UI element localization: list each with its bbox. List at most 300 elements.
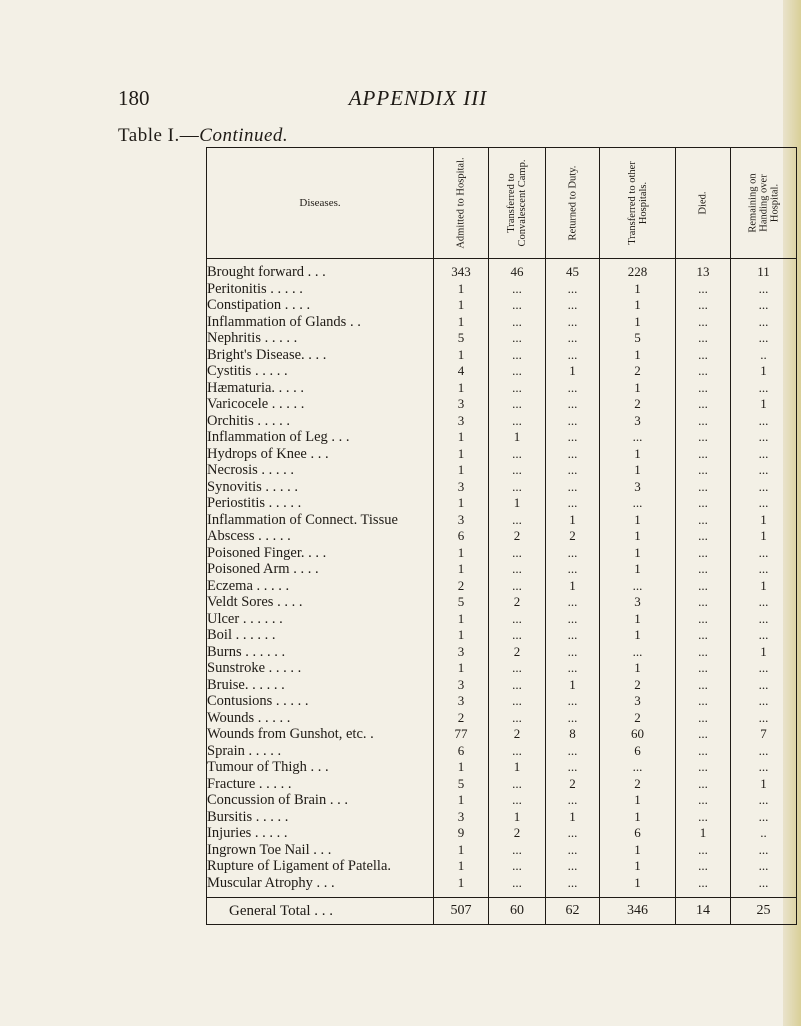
cell-died: ...	[676, 611, 731, 628]
cell-died: ...	[676, 561, 731, 578]
cell-remaining: ...	[731, 611, 797, 628]
cell-remaining: ..	[731, 825, 797, 842]
cell-admitted: 1	[434, 627, 489, 644]
cell-returned: ...	[546, 611, 600, 628]
disease-name: Veldt Sores . . . .	[207, 594, 434, 611]
table-title-continued: Continued.	[199, 125, 289, 146]
cell-convalescent: 1	[489, 429, 546, 446]
cell-admitted: 1	[434, 561, 489, 578]
cell-admitted: 1	[434, 875, 489, 898]
table-title	[118, 125, 288, 147]
cell-remaining: ...	[731, 545, 797, 562]
table-row	[207, 512, 797, 529]
table-row	[207, 677, 797, 694]
disease-name: Brought forward . . .	[207, 259, 434, 281]
cell-died: ...	[676, 743, 731, 760]
cell-remaining: ...	[731, 429, 797, 446]
cell-died: ...	[676, 858, 731, 875]
cell-transferred: 1	[600, 347, 676, 364]
disease-name: Hydrops of Knee . . .	[207, 446, 434, 463]
cell-transferred: 1	[600, 281, 676, 298]
cell-returned: ...	[546, 429, 600, 446]
table-row	[207, 792, 797, 809]
table-row	[207, 825, 797, 842]
total-transferred: 346	[600, 898, 676, 925]
cell-returned: ...	[546, 281, 600, 298]
cell-remaining: 1	[731, 512, 797, 529]
cell-died: ...	[676, 446, 731, 463]
cell-transferred: ...	[600, 429, 676, 446]
table-row	[207, 578, 797, 595]
cell-remaining: 1	[731, 528, 797, 545]
cell-returned: ...	[546, 545, 600, 562]
disease-name: Constipation . . . .	[207, 297, 434, 314]
cell-convalescent: ...	[489, 611, 546, 628]
table-row	[207, 842, 797, 859]
disease-name: Boil . . . . . .	[207, 627, 434, 644]
cell-transferred: 1	[600, 611, 676, 628]
column-header-admitted: Admitted to Hospital.	[434, 148, 489, 259]
cell-transferred: 3	[600, 693, 676, 710]
cell-convalescent: ...	[489, 330, 546, 347]
cell-died: ...	[676, 776, 731, 793]
cell-convalescent: ...	[489, 363, 546, 380]
disease-name: Abscess . . . . .	[207, 528, 434, 545]
cell-transferred: 1	[600, 875, 676, 898]
total-returned: 62	[546, 898, 600, 925]
cell-convalescent: ...	[489, 660, 546, 677]
cell-returned: ...	[546, 644, 600, 661]
table-row	[207, 660, 797, 677]
table-row	[207, 380, 797, 397]
cell-convalescent: ...	[489, 743, 546, 760]
cell-returned: 1	[546, 578, 600, 595]
cell-remaining: ...	[731, 792, 797, 809]
cell-convalescent: 1	[489, 809, 546, 826]
cell-died: ...	[676, 429, 731, 446]
cell-died: ...	[676, 809, 731, 826]
cell-remaining: 1	[731, 776, 797, 793]
cell-convalescent: 46	[489, 259, 546, 281]
disease-name: Injuries . . . . .	[207, 825, 434, 842]
cell-admitted: 4	[434, 363, 489, 380]
cell-convalescent: ...	[489, 380, 546, 397]
cell-remaining: ..	[731, 347, 797, 364]
cell-admitted: 2	[434, 578, 489, 595]
cell-returned: ...	[546, 347, 600, 364]
cell-admitted: 3	[434, 479, 489, 496]
total-row	[207, 898, 797, 925]
disease-name: Sunstroke . . . . .	[207, 660, 434, 677]
cell-transferred: ...	[600, 578, 676, 595]
column-header-died: Died.	[676, 148, 731, 259]
cell-convalescent: 1	[489, 495, 546, 512]
disease-name: Orchitis . . . . .	[207, 413, 434, 430]
cell-admitted: 1	[434, 347, 489, 364]
table-row	[207, 561, 797, 578]
disease-name: Tumour of Thigh . . .	[207, 759, 434, 776]
cell-convalescent: ...	[489, 512, 546, 529]
cell-died: ...	[676, 693, 731, 710]
cell-transferred: 1	[600, 462, 676, 479]
cell-convalescent: ...	[489, 561, 546, 578]
cell-remaining: ...	[731, 677, 797, 694]
table-row	[207, 446, 797, 463]
cell-remaining: 7	[731, 726, 797, 743]
cell-returned: ...	[546, 710, 600, 727]
cell-died: ...	[676, 545, 731, 562]
table-row	[207, 314, 797, 331]
cell-died: ...	[676, 677, 731, 694]
cell-remaining: ...	[731, 561, 797, 578]
cell-admitted: 3	[434, 644, 489, 661]
table-row	[207, 743, 797, 760]
cell-convalescent: ...	[489, 858, 546, 875]
cell-remaining: 11	[731, 259, 797, 281]
cell-admitted: 1	[434, 495, 489, 512]
disease-name: Periostitis . . . . .	[207, 495, 434, 512]
table-row	[207, 644, 797, 661]
disease-name: Ulcer . . . . . .	[207, 611, 434, 628]
cell-convalescent: ...	[489, 479, 546, 496]
table-row	[207, 693, 797, 710]
cell-died: ...	[676, 462, 731, 479]
cell-returned: ...	[546, 792, 600, 809]
table-row	[207, 479, 797, 496]
cell-returned: ...	[546, 594, 600, 611]
cell-convalescent: ...	[489, 314, 546, 331]
cell-died: ...	[676, 710, 731, 727]
cell-returned: ...	[546, 396, 600, 413]
cell-returned: 1	[546, 677, 600, 694]
cell-transferred: ...	[600, 759, 676, 776]
cell-admitted: 5	[434, 594, 489, 611]
disease-name: Wounds from Gunshot, etc. .	[207, 726, 434, 743]
cell-returned: ...	[546, 660, 600, 677]
disease-name: Necrosis . . . . .	[207, 462, 434, 479]
header-row	[207, 148, 797, 259]
cell-remaining: ...	[731, 495, 797, 512]
total-convalescent: 60	[489, 898, 546, 925]
cell-returned: ...	[546, 330, 600, 347]
cell-convalescent: ...	[489, 693, 546, 710]
cell-remaining: ...	[731, 314, 797, 331]
disease-name: Burns . . . . . .	[207, 644, 434, 661]
cell-died: ...	[676, 726, 731, 743]
cell-admitted: 1	[434, 759, 489, 776]
cell-remaining: 1	[731, 363, 797, 380]
cell-admitted: 3	[434, 396, 489, 413]
cell-died: ...	[676, 792, 731, 809]
cell-remaining: ...	[731, 693, 797, 710]
cell-remaining: ...	[731, 297, 797, 314]
disease-name: Inflammation of Leg . . .	[207, 429, 434, 446]
table-row	[207, 809, 797, 826]
cell-convalescent: 1	[489, 759, 546, 776]
cell-admitted: 1	[434, 380, 489, 397]
cell-transferred: 1	[600, 512, 676, 529]
total-remaining: 25	[731, 898, 797, 925]
cell-returned: ...	[546, 479, 600, 496]
cell-remaining: ...	[731, 743, 797, 760]
cell-transferred: 2	[600, 776, 676, 793]
total-label: General Total . . .	[207, 898, 434, 925]
cell-transferred: 1	[600, 809, 676, 826]
cell-died: 1	[676, 825, 731, 842]
cell-admitted: 1	[434, 314, 489, 331]
column-header-returned: Returned to Duty.	[546, 148, 600, 259]
table-row	[207, 330, 797, 347]
cell-remaining: ...	[731, 446, 797, 463]
cell-transferred: 1	[600, 842, 676, 859]
cell-convalescent: ...	[489, 281, 546, 298]
cell-convalescent: ...	[489, 347, 546, 364]
disease-name: Concussion of Brain . . .	[207, 792, 434, 809]
cell-transferred: 5	[600, 330, 676, 347]
cell-transferred: 3	[600, 594, 676, 611]
cell-remaining: ...	[731, 413, 797, 430]
cell-convalescent: ...	[489, 446, 546, 463]
cell-convalescent: ...	[489, 545, 546, 562]
cell-admitted: 5	[434, 776, 489, 793]
cell-returned: 2	[546, 776, 600, 793]
cell-convalescent: ...	[489, 627, 546, 644]
cell-transferred: 2	[600, 363, 676, 380]
cell-transferred: 3	[600, 479, 676, 496]
cell-transferred: 1	[600, 627, 676, 644]
cell-died: ...	[676, 759, 731, 776]
disease-name: Wounds . . . . .	[207, 710, 434, 727]
disease-name: Nephritis . . . . .	[207, 330, 434, 347]
cell-transferred: 1	[600, 858, 676, 875]
table-row	[207, 528, 797, 545]
cell-admitted: 1	[434, 660, 489, 677]
cell-returned: ...	[546, 842, 600, 859]
cell-convalescent: 2	[489, 726, 546, 743]
disease-name: Ingrown Toe Nail . . .	[207, 842, 434, 859]
table-row	[207, 429, 797, 446]
cell-died: ...	[676, 594, 731, 611]
cell-convalescent: ...	[489, 578, 546, 595]
cell-returned: 1	[546, 512, 600, 529]
table-row	[207, 776, 797, 793]
cell-returned: 1	[546, 809, 600, 826]
table-row	[207, 627, 797, 644]
table-row	[207, 545, 797, 562]
cell-died: ...	[676, 363, 731, 380]
disease-name: Varicocele . . . . .	[207, 396, 434, 413]
cell-admitted: 343	[434, 259, 489, 281]
cell-remaining: 1	[731, 578, 797, 595]
cell-convalescent: 2	[489, 594, 546, 611]
cell-remaining: 1	[731, 644, 797, 661]
cell-transferred: 60	[600, 726, 676, 743]
column-header-remaining: Remaining on Handing over Hospital.	[731, 148, 797, 259]
table-row	[207, 875, 797, 898]
cell-returned: ...	[546, 495, 600, 512]
cell-admitted: 1	[434, 545, 489, 562]
cell-transferred: 2	[600, 677, 676, 694]
cell-remaining: ...	[731, 330, 797, 347]
cell-died: ...	[676, 347, 731, 364]
cell-remaining: ...	[731, 858, 797, 875]
cell-returned: ...	[546, 743, 600, 760]
table-row	[207, 611, 797, 628]
cell-admitted: 3	[434, 512, 489, 529]
disease-name: Fracture . . . . .	[207, 776, 434, 793]
cell-returned: ...	[546, 875, 600, 898]
disease-name: Cystitis . . . . .	[207, 363, 434, 380]
cell-admitted: 77	[434, 726, 489, 743]
cell-convalescent: ...	[489, 396, 546, 413]
cell-remaining: ...	[731, 809, 797, 826]
cell-admitted: 1	[434, 858, 489, 875]
cell-died: ...	[676, 660, 731, 677]
cell-returned: 8	[546, 726, 600, 743]
table-row	[207, 297, 797, 314]
cell-admitted: 3	[434, 413, 489, 430]
cell-returned: ...	[546, 825, 600, 842]
cell-admitted: 1	[434, 297, 489, 314]
table-title-label: Table I.—	[118, 125, 200, 146]
cell-died: ...	[676, 380, 731, 397]
cell-died: ...	[676, 495, 731, 512]
cell-remaining: ...	[731, 380, 797, 397]
cell-died: ...	[676, 297, 731, 314]
disease-name: Hæmaturia. . . . .	[207, 380, 434, 397]
cell-remaining: ...	[731, 875, 797, 898]
disease-name: Rupture of Ligament of Patella.	[207, 858, 434, 875]
cell-remaining: ...	[731, 281, 797, 298]
disease-name: Muscular Atrophy . . .	[207, 875, 434, 898]
disease-name: Eczema . . . . .	[207, 578, 434, 595]
table-row	[207, 495, 797, 512]
cell-transferred: 1	[600, 297, 676, 314]
cell-convalescent: 2	[489, 644, 546, 661]
cell-returned: 1	[546, 363, 600, 380]
cell-transferred: 228	[600, 259, 676, 281]
table-body	[207, 259, 797, 898]
cell-died: ...	[676, 396, 731, 413]
cell-admitted: 5	[434, 330, 489, 347]
table-row	[207, 396, 797, 413]
disease-name: Bright's Disease. . . .	[207, 347, 434, 364]
cell-remaining: ...	[731, 462, 797, 479]
table-row	[207, 462, 797, 479]
cell-transferred: 1	[600, 561, 676, 578]
cell-admitted: 3	[434, 693, 489, 710]
table-row	[207, 413, 797, 430]
cell-died: ...	[676, 479, 731, 496]
disease-name: Inflammation of Connect. Tissue	[207, 512, 434, 529]
cell-admitted: 1	[434, 462, 489, 479]
cell-remaining: ...	[731, 660, 797, 677]
cell-admitted: 1	[434, 792, 489, 809]
cell-convalescent: ...	[489, 875, 546, 898]
disease-name: Synovitis . . . . .	[207, 479, 434, 496]
cell-died: ...	[676, 644, 731, 661]
cell-transferred: 1	[600, 314, 676, 331]
cell-transferred: ...	[600, 495, 676, 512]
cell-transferred: 1	[600, 660, 676, 677]
table-row	[207, 710, 797, 727]
page-header	[118, 86, 718, 116]
cell-returned: ...	[546, 446, 600, 463]
cell-died: ...	[676, 528, 731, 545]
disease-name: Contusions . . . . .	[207, 693, 434, 710]
column-header-convalescent: Transferred to Convalescent Camp.	[489, 148, 546, 259]
cell-admitted: 3	[434, 809, 489, 826]
cell-convalescent: ...	[489, 792, 546, 809]
table-row	[207, 726, 797, 743]
cell-returned: ...	[546, 759, 600, 776]
cell-convalescent: 2	[489, 528, 546, 545]
column-header-diseases: Diseases.	[207, 148, 434, 259]
disease-name: Sprain . . . . .	[207, 743, 434, 760]
table-row	[207, 347, 797, 364]
cell-admitted: 1	[434, 429, 489, 446]
cell-transferred: 6	[600, 743, 676, 760]
cell-convalescent: ...	[489, 677, 546, 694]
table-row	[207, 858, 797, 875]
cell-remaining: ...	[731, 479, 797, 496]
table-row	[207, 759, 797, 776]
disease-name: Peritonitis . . . . .	[207, 281, 434, 298]
total-admitted: 507	[434, 898, 489, 925]
cell-transferred: 1	[600, 545, 676, 562]
cell-returned: ...	[546, 627, 600, 644]
cell-returned: ...	[546, 858, 600, 875]
cell-admitted: 1	[434, 446, 489, 463]
table-row	[207, 594, 797, 611]
table-row	[207, 259, 797, 281]
disease-name: Poisoned Finger. . . .	[207, 545, 434, 562]
cell-admitted: 1	[434, 842, 489, 859]
cell-returned: ...	[546, 693, 600, 710]
cell-remaining: ...	[731, 594, 797, 611]
cell-convalescent: ...	[489, 413, 546, 430]
disease-name: Poisoned Arm . . . .	[207, 561, 434, 578]
cell-died: ...	[676, 314, 731, 331]
cell-admitted: 1	[434, 611, 489, 628]
cell-transferred: 2	[600, 396, 676, 413]
running-head: APPENDIX III	[348, 86, 488, 110]
cell-admitted: 6	[434, 528, 489, 545]
cell-died: 13	[676, 259, 731, 281]
cell-admitted: 3	[434, 677, 489, 694]
cell-died: ...	[676, 413, 731, 430]
cell-transferred: 2	[600, 710, 676, 727]
diseases-table	[206, 147, 797, 925]
cell-convalescent: ...	[489, 842, 546, 859]
column-header-transferred: Transferred to other Hospitals.	[600, 148, 676, 259]
cell-returned: 45	[546, 259, 600, 281]
cell-convalescent: ...	[489, 776, 546, 793]
cell-returned: ...	[546, 561, 600, 578]
cell-remaining: ...	[731, 710, 797, 727]
cell-returned: ...	[546, 380, 600, 397]
cell-died: ...	[676, 875, 731, 898]
cell-returned: ...	[546, 297, 600, 314]
disease-name: Inflammation of Glands . .	[207, 314, 434, 331]
cell-admitted: 6	[434, 743, 489, 760]
cell-transferred: 6	[600, 825, 676, 842]
cell-transferred: ...	[600, 644, 676, 661]
cell-died: ...	[676, 281, 731, 298]
cell-remaining: ...	[731, 627, 797, 644]
cell-convalescent: ...	[489, 297, 546, 314]
cell-died: ...	[676, 627, 731, 644]
